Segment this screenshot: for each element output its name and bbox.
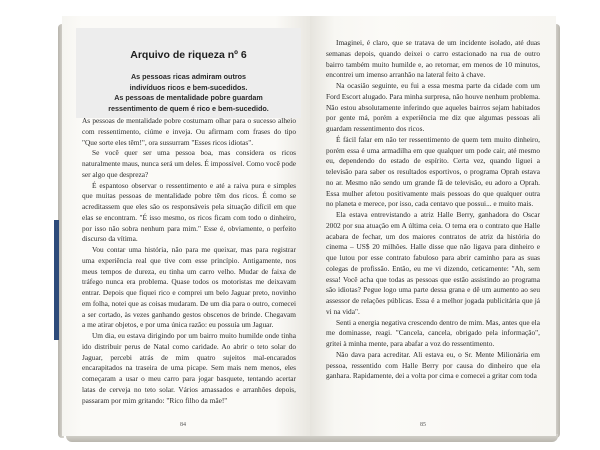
paragraph: Senti a energia negativa crescendo dentro de mim. Mas, antes que ela me dominasse, reagi. "Cancela, cancela, obrigado pela informação", gritei à minha mente, para abafar a voz do ressentimento.	[326, 317, 540, 348]
box-subtitle-line: ressentimento de quem é rico e bem-sucedido.	[108, 103, 269, 113]
paragraph: Ela estava entrevistando a atriz Halle Berry, ganhadora do Oscar 2002 por sua atuação em A última ceia. O tema era o contrato que Halle acabara de fechar, um dos maiores contratos de atriz da história do cinema – US$ 20 milhões. Halle disse que não ligava para dinheiro e que lutou por esse contrato fabuloso para abrir caminho para as suas colegas de profissão. Então, eu me vi dizendo, ceticamente: "Ah, sem essa! Você acha que todas as pessoas que estão assistindo ao programa são idiotas? Pegue logo uma parte dessa grana e dê um aumento ao seu assessor de relações públicas. Essa é a melhor jogada publicitária que já vi na vida".	[326, 210, 540, 316]
box-title: Arquivo de riqueza nº 6	[130, 49, 247, 61]
paragraph: As pessoas de mentalidade pobre costumam olhar para o sucesso alheio com ressentimento, ciúme e inveja. Ou afirmam com frases do tipo "Que sorte eles têm!", ora sussurram "Esses ricos idiotas".	[82, 116, 296, 147]
page-number: 85	[420, 422, 426, 428]
wealth-file-box	[76, 28, 301, 118]
box-subtitle-line: indivíduos ricos e bem-sucedidos.	[129, 82, 248, 92]
paragraph: Um dia, eu estava dirigindo por um bairro muito humilde onde tinha ido distribuir perus de Natal como caridade. Ao abrir o teto solar do Jaguar, percebi atrás de mim quatro sujeitos mal-encarados encarapitados na traseira de uma picape. Sem mais nem menos, eles começaram a usar o meu carro para jogar basquete, tentando acertar latas de cerveja no teto solar. Vários amassados e arranhões depois, passaram por mim gritando: "Rico filho da mãe!"	[82, 331, 296, 405]
left-page	[62, 16, 310, 436]
right-page	[310, 16, 556, 436]
paragraph: Imaginei, é claro, que se tratava de um incidente isolado, até duas semanas depois, quando deixei o carro estacionado na rua de outro bairro também muito humilde e, ao retornar, em menos de 10 minutos, encontrei um imenso arranhão na lateral feito à chave.	[326, 38, 540, 80]
box-subtitle	[90, 72, 287, 114]
box-subtitle-line: As pessoas de mentalidade pobre guardam	[114, 93, 263, 102]
paragraph: Na ocasião seguinte, eu fui a essa mesma parte da cidade com um Ford Escort alugado. Para minha surpresa, não houve nenhum problema. Não estou absolutamente inferindo que aqueles bairros sejam habitados por gente má, porém a experiência me diz que algumas pessoas ali guardam ressentimento dos ricos.	[326, 81, 540, 133]
page-number: 84	[180, 422, 186, 428]
paragraph: Vou contar uma história, não para me queixar, mas para registrar uma experiência real que tive com esse princípio. Antigamente, nos meus tempos de dureza, eu tinha um carro velho. Mudar de faixa de tráfego nunca era problema. Quase todos os motoristas me deixavam entrar. Depois que fiquei rico e comprei um belo Jaguar preto, novinho em folha, notei que as coisas mudaram. De um dia para o outro, comecei a ser cortado, às vezes ganhando gestos obscenos de brinde. Chegavam a me atirar objetos, e por uma única razão: eu possuía um Jaguar.	[82, 245, 296, 330]
paragraph: Não dava para acreditar. Ali estava eu, o Sr. Mente Milionária em pessoa, ressentido com Halle Berry por causa do dinheiro que ela ganhara. Rapidamente, dei a volta por cima e comecei a gritar com toda	[326, 349, 540, 381]
right-page-body	[326, 38, 540, 382]
open-book	[62, 10, 562, 442]
paragraph: Se você quer ser uma pessoa boa, mas considera os ricos naturalmente maus, nunca será um deles. É impossível. Como você pode ser algo que despreza?	[82, 148, 296, 179]
cover-edge	[54, 220, 59, 340]
left-page-body	[82, 116, 296, 406]
box-subtitle-line: As pessoas ricas admiram outros	[130, 72, 247, 81]
paragraph: É fácil falar em não ter ressentimento de quem tem muito dinheiro, porém essa é uma armadilha em que qualquer um pode cair, até mesmo eu, dependendo do estado de espírito. Certa vez, quando liguei a televisão para saber os resultados esportivos, o programa Oprah estava no ar. Mesmo não sendo um grande fã de televisão, eu adoro a Oprah. Essa mulher afetou positivamente mais pessoas do que qualquer outra no planeta e merece, por isso, cada centavo que possui... e muito mais.	[326, 134, 540, 209]
paragraph: É espantoso observar o ressentimento e até a raiva pura e simples que muitas pessoas de mentalidade pobre têm dos ricos. É como se acreditassem que eles são os responsáveis pela situação difícil em que elas se encontram. "É isso mesmo, os ricos ficam com todo o dinheiro, por isso não sobra nenhum para mim." Esse é, obviamente, o perfeito discurso da vítima.	[82, 180, 296, 244]
